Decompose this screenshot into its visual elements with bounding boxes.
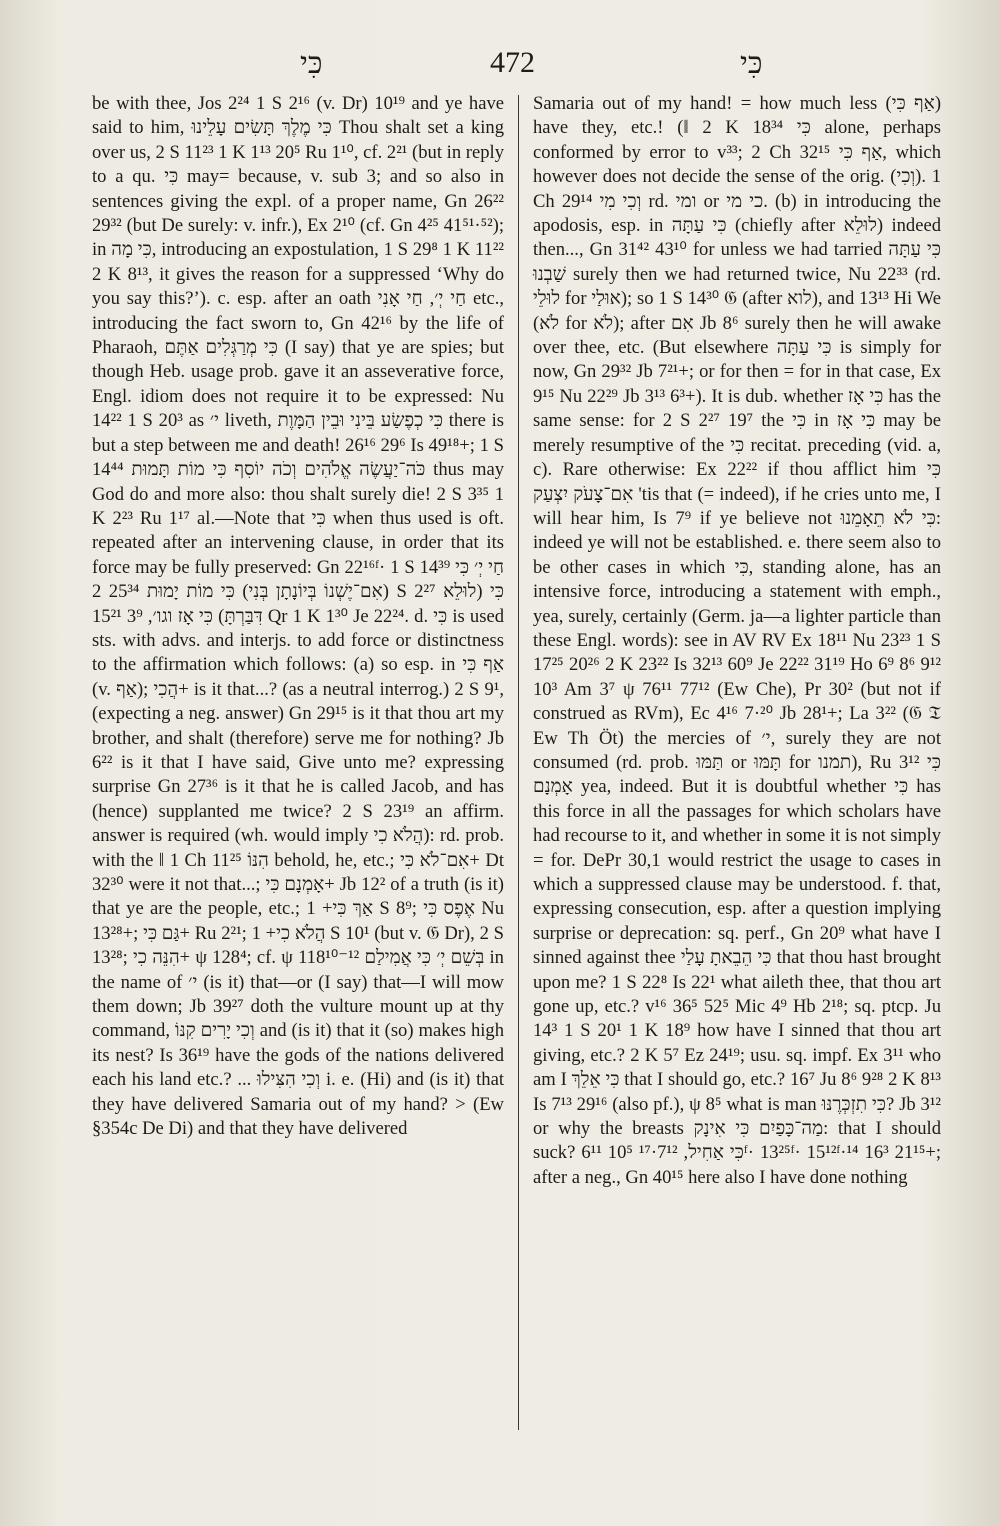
right-column	[533, 92, 941, 1190]
left-column	[92, 92, 504, 1141]
running-head-right: כִּי	[740, 46, 763, 81]
page-number: 472	[490, 46, 535, 79]
right-column-text: Samaria out of my hand! = how much less (אַף כִּי) have they, etc.! (‖ 2 K 18³⁴ כִּי alone, perhaps conformed by error to v³³; 2 Ch 32¹⁵ אַף כִּי, which however does not decide the sense of the orig. (וְכִי). 1 Ch 29¹⁴ וְכִי מִי rd. ומי or כי מי. (b) in introducing the apodosis, esp. in כִּי עַתָּה (chiefly after לוּלֵא) indeed then..., Gn 31⁴² 43¹⁰ for unless we had tarried כִּי עַתָּה שַׁבְנוּ surely then we had returned twice, Nu 22³³ (rd. לוּלֵי for אוּלַי); so 1 S 14³⁰ 𝔊 (after לוא), and 13¹³ Hi We (לֹא for לֹא); after אִם Jb 8⁶ surely then he will awake over thee, etc. (But elsewhere כִּי עַתָּה is simply for now, Gn 29³² Jb 7²¹+; or for then = for in that case, Ex 9¹⁵ Nu 22²⁹ Jb 3¹³ 6³+). It is dub. whether כִּי אָז has the same sense: for 2 S 2²⁷ 19⁷ the כִּי in כִּי אָז may be merely resumptive of the כִּי recitat. preceding (vid. a, c). Rare otherwise: Ex 22²² if thou afflict him כִּי אִם־צָעֹק יִצְעַק 'tis that (= indeed), if he cries unto me, I will hear him, Is 7⁹ if ye believe not כִּי לֹא תֵאָמֵנוּ: indeed ye will not be established. e. there seem also to be other cases in which כִּי, standing alone, has an intensive force, introducing a statement with emph., yea, surely, certainly (Germ. ja—a lighter particle than these Engl. words): see in AV RV Ex 18¹¹ Nu 23²³ 1 S 17²⁵ 20²⁶ 2 K 23²² Is 32¹³ 60⁹ Je 22²² 31¹⁹ Ho 6⁹ 8⁶ 9¹² 10³ Am 3⁷ ψ 76¹¹ 77¹² (Ew Che), Pr 30² (but not if construed as RVm), Ec 4¹⁶ 7·²⁰ Jb 28¹+; La 3²² (𝔊 𝔗 Ew Th Öt) the mercies of י׳, surely they are not consumed (rd. prob. תַּמּוּ or תָּמּוּ for תמנו), Ru 3¹² כִּי אָמְנָם yea, indeed. But it is doubtful whether כִּי has this force in all the passages for which scholars have had recourse to it, and whether in some it is not simply = for. DePr 30,1 would restrict the usage to cases in which a suppressed clause may be understood. f. that, expressing consecution, esp. after a question implying surprise or deprecation: sq. perf., Gn 20⁹ what have I sinned against thee כִּי הֵבֵאתָ עָלַי that thou hast brought upon me? 1 S 22⁸ Is 22¹ what aileth thee, that thou art gone up, etc.? v¹⁶ 36⁵ 52⁵ Mic 4⁹ Hb 2¹⁸; sq. ptcp. Ju 14³ 1 S 20¹ 1 K 18⁹ how have I sinned that thou art giving, etc.? 2 K 5⁷ Ez 24¹⁹; usu. sq. impf. Ex 3¹¹ who am I כִּי אֵלֵךְ that I should go, etc.? 16⁷ Ju 8⁶ 9²⁸ 2 K 8¹³ Is 7¹³ 29¹⁶ (also pf.), ψ 8⁵ what is man כִּי תִזְכְּרֶנּוּ? Jb 3¹² or why the breasts מַה־כָּפַיִם כִּי אִינָק: that I should suck? 6¹¹ כִּי אַחִיל, 7¹²·¹⁷ 10⁵ᶠ· 13²⁵ᶠ· 15¹²ᶠ·¹⁴ 16³ 21¹⁵+; after a neg., Gn 40¹⁵ here also I have done nothing	[533, 93, 942, 1188]
column-divider	[518, 95, 519, 1430]
running-head-left: כִּי	[300, 46, 323, 81]
left-column-text: be with thee, Jos 2²⁴ 1 S 2¹⁶ (v. Dr) 10¹⁹ and ye have said to him, כִּי מֶלֶךְ תָּשִׂים עָלֵינוּ Thou shalt set a king over us, 2 S 11²³ 1 K 1¹³ 20⁵ Ru 1¹⁰, cf. 2²¹ (but in reply to a qu. כִּי may= because, v. sub 3; and so also in sentences giving the expl. of a proper name, Gn 26²² 29³² (but De surely: v. infr.), Ex 2¹⁰ (cf. Gn 4²⁵ 41⁵¹·⁵²); in כִּי מָה, introducing an expostulation, 1 S 29⁸ 1 K 11²² 2 K 8¹³, it gives the reason for a suppressed ‘Why do you say this?’). c. esp. after an oath חַי יְ׳, חַי אָנִי etc., introducing the fact sworn to, Gn 42¹⁶ by the life of Pharaoh, כִּי מְרַגְּלִים אַתֶּם (I say) that ye are spies; but though Heb. usage prob. gave it an asseverative force, Engl. idiom does not require it to be expressed: Nu 14²² 1 S 20³ as י׳ liveth, כִּי כְפֶשַׂע בֵּינִי וּבֵין הַמָּוֶת there is but a step between me and death! 26¹⁶ 29⁶ Is 49¹⁸+; 1 S 14⁴⁴ כֹּה־יַעֲשֶׂה אֱלֹהִים וְכֹה יוֹסִף כִּי מוֹת תָּמוּת thus may God do and more also: thou shalt surely die! 2 S 3³⁵ 1 K 2²³ Ru 1¹⁷ al.—Note that כִּי when thus used is oft. repeated after an intervening clause, in order that its force may be fully preserved: Gn 22¹⁶ᶠ· 1 S 14³⁹ חַי יְ׳ כִּי (אִם־יֶשְׁנוֹ בְּיוֹנָתָן בְּנִי) כִּי מוֹת יָמוּת 25³⁴ 2 S 2²⁷ כִּי (לוּלֵא דִּבַּרְתָּ) כִּי אָז וגו׳, 3⁹ 15²¹ Qr 1 K 1³⁰ Je 22²⁴. d. כִּי is used sts. with advs. and interjs. to add force or distinctness to the affirmation which follows: (a) so esp. in אַף כִּי (v. אַף); הֲכִי+ is it that...? (as a neutral interrog.) 2 S 9¹, (expecting a neg. answer) Gn 29¹⁵ is it that thou art my brother, and shalt (therefore) serve me for nothing? Jb 6²² is it that I have said, Give unto me? expressing surprise Gn 27³⁶ is it that he is called Jacob, and has (hence) supplanted me twice? 2 S 23¹⁹ an affirm. answer is required (wh. would imply הֲלֹא כִי): rd. prob. with the ‖ 1 Ch 11²⁵ הִנּוֹ behold, he, etc.; אִם־לֹא כִּי+ Dt 32³⁰ were it not that...; אָמְנָם כִּי+ Jb 12² of a truth (is it) that ye are the people, etc.; אַךְ כִּי+ 1 S 8⁹; אֶפֶס כִּי Nu 13²⁸+; גַּם כִּי+ Ru 2²¹; הֲלֹא כִי+ 1 S 10¹ (but v. 𝔊 Dr), 2 S 13²⁸; הִנֵּה כִי+ ψ 128⁴; cf. ψ 118¹⁰⁻¹² בְּשֵׁם יְ׳ כִּי אֲמִילַם in the name of י׳ (is it) that—or (I say) that—I will mow them down; Jb 39²⁷ doth the vulture mount up at thy command, וְכִי יָרִים קִנּוֹ and (is it) that it (so) makes high its nest? Is 36¹⁹ have the gods of the nations delivered each his land etc.? ... וְכִי הִצִּילוּ i. e. (Hi) and (is it) that they have delivered Samaria out of my hand? > (Ew §354c De Di) and that they have delivered	[92, 93, 505, 1140]
